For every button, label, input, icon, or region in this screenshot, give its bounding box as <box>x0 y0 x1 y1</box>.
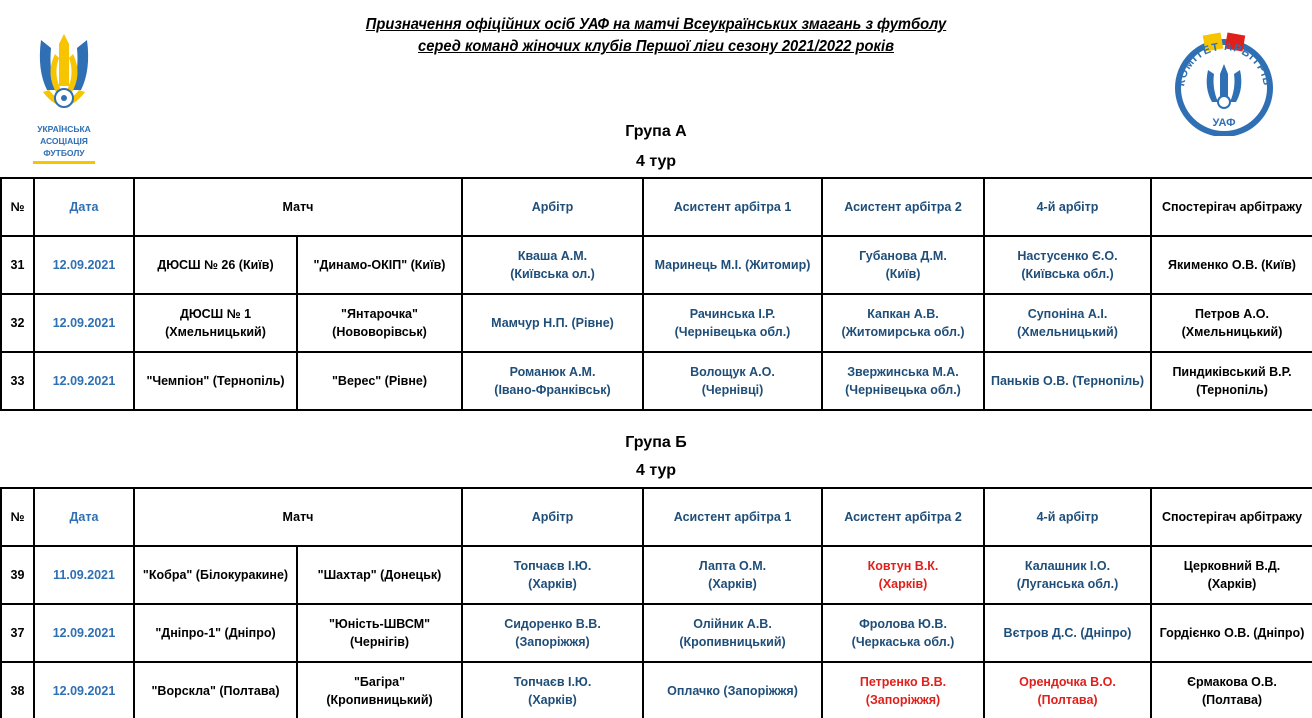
assistant1-name-line: (Харків) <box>708 577 757 591</box>
assistant1-name <box>643 294 822 352</box>
home-team-line: ДЮСШ № 1 <box>179 307 252 321</box>
away-team-line: "Янтарочка" <box>341 307 418 321</box>
referee-name <box>462 294 643 352</box>
assistant1-name-line: (Чернівці) <box>701 383 764 397</box>
referee-name-line: Романюк А.М. <box>509 365 596 379</box>
group-b-table <box>0 487 1312 718</box>
fourth-official-name-line: (Луганська обл.) <box>1016 577 1119 591</box>
away-team <box>297 236 462 294</box>
referee-name-line: Кваша А.М. <box>517 249 588 263</box>
col-match-header: Матч <box>134 488 462 546</box>
fourth-official-name <box>984 294 1151 352</box>
row-number: 39 <box>1 546 34 604</box>
col-date-header: Дата <box>34 488 134 546</box>
assistant1-name-line: Маринець М.І. (Житомир) <box>654 258 811 272</box>
home-team <box>134 662 297 718</box>
referee-name-line: (Київська ол.) <box>510 267 595 281</box>
match-date: 11.09.2021 <box>34 546 134 604</box>
group-a-round: 4 тур <box>635 153 677 170</box>
row-number: 38 <box>1 662 34 718</box>
referee-name <box>462 662 643 718</box>
observer-name-line: Пиндиківський В.Р. <box>1172 365 1292 379</box>
observer-name-line: Гордієнко О.В. (Дніпро) <box>1159 626 1305 640</box>
fourth-official-name-line: (Хмельницький) <box>1017 325 1118 339</box>
assistant2-name-line: (Черкаська обл.) <box>851 635 955 649</box>
fourth-official-name-line: Паньків О.В. (Тернопіль) <box>991 374 1144 388</box>
col-assistant1-header: Асистент арбітра 1 <box>643 488 822 546</box>
assistant2-name-line: Губанова Д.М. <box>859 249 947 263</box>
observer-name-line: Якименко О.В. (Київ) <box>1168 258 1296 272</box>
trident-icon <box>29 30 99 122</box>
referee-name-line: (Харків) <box>528 693 577 707</box>
col-fourth-header: 4-й арбітр <box>984 488 1151 546</box>
assistant1-name-line: Рачинська І.Р. <box>689 307 776 321</box>
row-number: 31 <box>1 236 34 294</box>
away-team-line: "Багіра" <box>353 675 406 689</box>
referees-committee-logo <box>1166 30 1282 136</box>
fourth-official-name-line: Настусенко Є.О. <box>1017 249 1118 263</box>
group-b-round: 4 тур <box>635 462 677 479</box>
assistant2-name-line: Капкан А.В. <box>867 307 939 321</box>
group-a-rows <box>1 236 1312 410</box>
referee-name <box>462 604 643 662</box>
match-date: 12.09.2021 <box>34 662 134 718</box>
away-team <box>297 604 462 662</box>
referee-name-line: (Запоріжжя) <box>515 635 590 649</box>
fourth-official-name-line: (Полтава) <box>1037 693 1098 707</box>
away-team <box>297 662 462 718</box>
col-observer-header: Спостерігач арбітражу <box>1151 488 1312 546</box>
page-title <box>300 14 1012 58</box>
assistant2-name-line: Ковтун В.К. <box>867 559 939 573</box>
observer-name <box>1151 546 1312 604</box>
referee-name-line: Топчаєв І.Ю. <box>513 675 592 689</box>
table-row <box>1 546 1312 604</box>
observer-name <box>1151 236 1312 294</box>
row-number: 32 <box>1 294 34 352</box>
col-match-header: Матч <box>134 178 462 236</box>
away-team <box>297 546 462 604</box>
assistant2-name-line: (Чернівецька обл.) <box>845 383 961 397</box>
table-header-row <box>1 488 1312 546</box>
away-team <box>297 294 462 352</box>
home-team-line: (Хмельницький) <box>165 325 266 339</box>
home-team <box>134 604 297 662</box>
table-row <box>1 352 1312 410</box>
assistant1-name <box>643 352 822 410</box>
observer-name-line: (Харків) <box>1207 577 1257 591</box>
assistant2-name-line: (Київ) <box>885 267 921 281</box>
away-team-line: (Кропивницький) <box>326 693 433 707</box>
observer-name-line: (Полтава) <box>1201 693 1263 707</box>
fourth-official-name-line: Вєтров Д.С. (Дніпро) <box>1003 626 1132 640</box>
col-referee-header: Арбітр <box>462 488 643 546</box>
assistant1-name <box>643 546 822 604</box>
home-team <box>134 546 297 604</box>
fourth-official-name <box>984 236 1151 294</box>
observer-name-line: (Тернопіль) <box>1196 383 1268 397</box>
assistant1-name-line: Олійник А.В. <box>693 617 772 631</box>
group-b-rows <box>1 546 1312 718</box>
referee-name-line: Топчаєв І.Ю. <box>513 559 592 573</box>
assistant1-name-line: (Кропивницький) <box>679 635 786 649</box>
table-row <box>1 662 1312 718</box>
assistant2-name-line: Звержинська М.А. <box>847 365 959 379</box>
assistant2-name-line: (Запоріжжя) <box>865 693 941 707</box>
fourth-official-name-line: Супоніна А.І. <box>1027 307 1108 321</box>
match-date: 12.09.2021 <box>34 604 134 662</box>
observer-name <box>1151 604 1312 662</box>
assistant2-name <box>822 352 984 410</box>
assistant2-name <box>822 236 984 294</box>
home-team <box>134 236 297 294</box>
col-date-header: Дата <box>34 178 134 236</box>
referee-logo-arc-text: КОМІТЕТ АРБІТРІВ <box>1175 40 1273 88</box>
col-assistant2-header: Асистент арбітра 2 <box>822 488 984 546</box>
uaf-logo-caption-1: УКРАЇНСЬКА <box>37 124 91 134</box>
away-team-line: "Шахтар" (Донецьк) <box>317 568 442 582</box>
home-team-line: "Кобра" (Білокуракине) <box>142 568 289 582</box>
assistant2-name <box>822 294 984 352</box>
col-referee-header: Арбітр <box>462 178 643 236</box>
col-assistant1-header: Асистент арбітра 1 <box>643 178 822 236</box>
home-team <box>134 294 297 352</box>
observer-name-line: Єрмакова О.В. <box>1187 675 1277 689</box>
observer-name <box>1151 662 1312 718</box>
home-team-line: "Чемпіон" (Тернопіль) <box>146 374 285 388</box>
col-num-header: № <box>1 178 34 236</box>
page-title-line-2: серед команд жіночих клубів Першої ліги сезону 2021/2022 років <box>418 38 894 55</box>
referee-committee-emblem-icon <box>1166 30 1282 136</box>
assistant2-name-line: Фролова Ю.В. <box>859 617 947 631</box>
assistant1-name-line: Волощук А.О. <box>690 365 775 379</box>
referee-name-line: Сидоренко В.В. <box>504 617 601 631</box>
assistant1-name-line: Лапта О.М. <box>698 559 767 573</box>
row-number: 33 <box>1 352 34 410</box>
uaf-logo-caption-3: ФУТБОЛУ <box>43 148 85 158</box>
away-team-line: "Верес" (Рівне) <box>331 374 427 388</box>
home-team-line: "Дніпро-1" (Дніпро) <box>155 626 276 640</box>
group-b-title: Група Б <box>625 434 687 451</box>
col-num-header: № <box>1 488 34 546</box>
col-assistant2-header: Асистент арбітра 2 <box>822 178 984 236</box>
assistant1-name-line: Оплачко (Запоріжжя) <box>667 684 798 698</box>
away-team-line: "Динамо-ОКІП" (Київ) <box>313 258 446 272</box>
col-observer-header: Спостерігач арбітражу <box>1151 178 1312 236</box>
table-header-row <box>1 178 1312 236</box>
home-team <box>134 352 297 410</box>
referee-name <box>462 546 643 604</box>
fourth-official-name-line: Калашник І.О. <box>1024 559 1111 573</box>
fourth-official-name <box>984 546 1151 604</box>
assistant2-name <box>822 662 984 718</box>
assistant1-name <box>643 604 822 662</box>
observer-name <box>1151 294 1312 352</box>
group-a-title: Група А <box>625 123 687 140</box>
observer-name-line: (Хмельницький) <box>1181 325 1283 339</box>
match-date: 12.09.2021 <box>34 352 134 410</box>
col-fourth-header: 4-й арбітр <box>984 178 1151 236</box>
assistant1-name <box>643 236 822 294</box>
uaf-logo-bar <box>33 161 95 164</box>
table-row <box>1 604 1312 662</box>
group-a-table <box>0 177 1312 411</box>
uaf-logo <box>22 30 106 166</box>
away-team <box>297 352 462 410</box>
referee-logo-bottom-text: УАФ <box>1212 117 1236 129</box>
observer-name-line: Церковний В.Д. <box>1183 559 1281 573</box>
referee-name-line: (Харків) <box>528 577 577 591</box>
table-row <box>1 236 1312 294</box>
fourth-official-name-line: Орендочка В.О. <box>1019 675 1116 689</box>
assistant2-name-line: (Харків) <box>878 577 928 591</box>
referee-name-line: Мамчур Н.П. (Рівне) <box>491 316 614 330</box>
referee-name <box>462 352 643 410</box>
page-title-line-1: Призначення офіційних осіб УАФ на матчі Всеукраїнських змагань з футболу <box>365 16 947 33</box>
uaf-logo-caption-2: АСОЦІАЦІЯ <box>40 136 88 146</box>
assistant2-name-line: (Житомирська обл.) <box>841 325 965 339</box>
observer-name <box>1151 352 1312 410</box>
home-team-line: ДЮСШ № 26 (Київ) <box>157 258 274 272</box>
fourth-official-name <box>984 662 1151 718</box>
assistant1-name <box>643 662 822 718</box>
referee-name-line: (Івано-Франківськ) <box>494 383 611 397</box>
away-team-line: (Чернігів) <box>349 635 410 649</box>
match-date: 12.09.2021 <box>34 236 134 294</box>
assistant1-name-line: (Чернівецька обл.) <box>674 325 791 339</box>
assistant2-name-line: Петренко В.В. <box>859 675 947 689</box>
match-date: 12.09.2021 <box>34 294 134 352</box>
away-team-line: (Нововорівськ) <box>332 325 427 339</box>
row-number: 37 <box>1 604 34 662</box>
assistant2-name <box>822 546 984 604</box>
fourth-official-name <box>984 352 1151 410</box>
assistant2-name <box>822 604 984 662</box>
observer-name-line: Петров А.О. <box>1194 307 1270 321</box>
fourth-official-name <box>984 604 1151 662</box>
table-row <box>1 294 1312 352</box>
referee-name <box>462 236 643 294</box>
fourth-official-name-line: (Київська обл.) <box>1021 267 1114 281</box>
home-team-line: "Ворскла" (Полтава) <box>151 684 280 698</box>
away-team-line: "Юність-ШВСМ" <box>328 617 431 631</box>
